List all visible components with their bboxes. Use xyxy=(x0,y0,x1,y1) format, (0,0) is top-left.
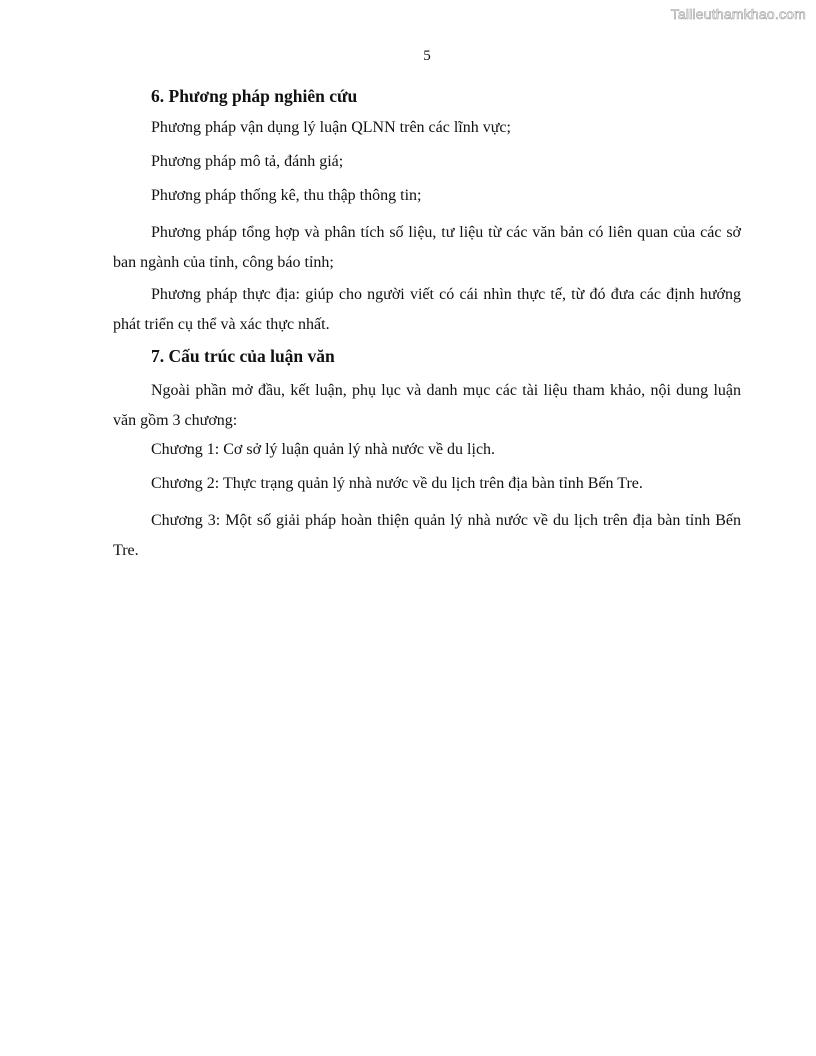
section-6-heading: 6. Phương pháp nghiên cứu xyxy=(151,86,358,106)
section-7-paragraph: Chương 1: Cơ sở lý luận quản lý nhà nước về du lịch. xyxy=(151,441,496,458)
section-6-paragraph: Phương pháp tổng hợp và phân tích số liệu, tư liệu từ các văn bản có liên quan của các sở ban ngành của tỉnh, công báo tỉnh; xyxy=(113,224,741,271)
section-7-paragraph: Ngoài phần mở đầu, kết luận, phụ lục và danh mục các tài liệu tham khảo, nội dung luận văn gồm 3 chương: xyxy=(113,382,741,429)
section-6-paragraph: Phương pháp thống kê, thu thập thông tin; xyxy=(151,187,422,204)
section-6-paragraph: Phương pháp vận dụng lý luận QLNN trên các lĩnh vực; xyxy=(151,119,511,136)
section-7-heading: 7. Cấu trúc của luận văn xyxy=(151,346,335,366)
section-6-paragraph: Phương pháp thực địa: giúp cho người viết có cái nhìn thực tế, từ đó đưa các định hướng phát triển cụ thể và xác thực nhất. xyxy=(113,286,741,333)
section-7-paragraph: Chương 3: Một số giải pháp hoàn thiện quản lý nhà nước về du lịch trên địa bàn tỉnh Bến Tre. xyxy=(113,512,741,559)
section-6-paragraph: Phương pháp mô tả, đánh giá; xyxy=(151,153,344,170)
watermark: Tailieuthamkhao.com xyxy=(670,6,806,22)
page-number: 5 xyxy=(423,48,431,64)
document-body xyxy=(113,84,741,568)
section-7-paragraph: Chương 2: Thực trạng quản lý nhà nước về du lịch trên địa bàn tỉnh Bến Tre. xyxy=(151,475,643,492)
